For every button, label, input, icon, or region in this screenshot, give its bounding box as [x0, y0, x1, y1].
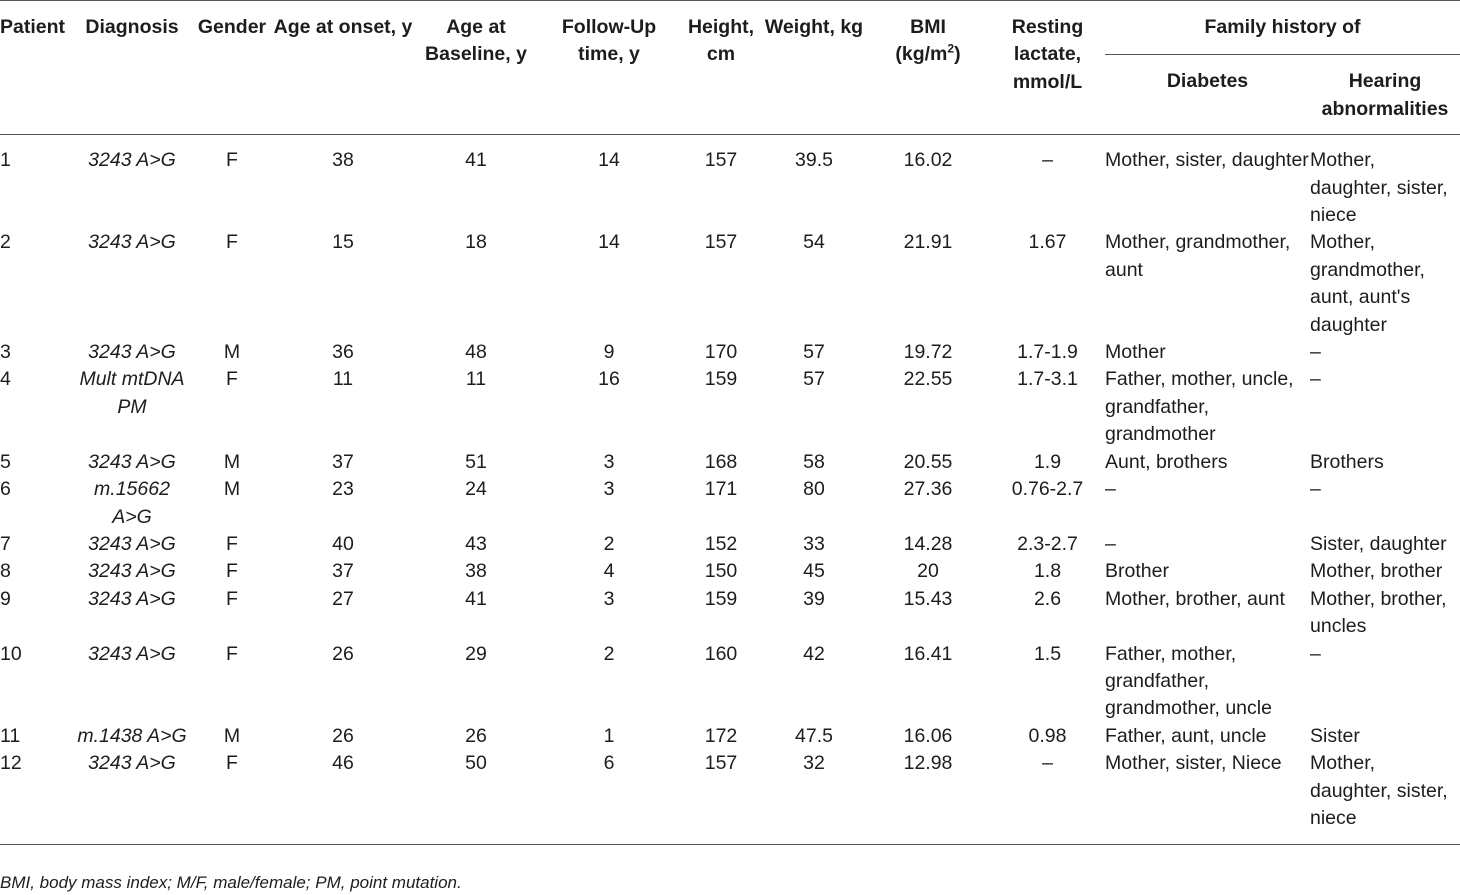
cell-hearing: Sister, daughter	[1310, 532, 1447, 555]
cell-diabetes: Aunt, brothers	[1105, 450, 1228, 473]
cell-weight: 33	[803, 532, 825, 555]
cell-height: 172	[704, 724, 738, 747]
table-row	[0, 476, 1460, 531]
header-diabetes: Diabetes	[1105, 55, 1310, 135]
cell-lactate: 2.6	[1033, 587, 1062, 610]
table-row	[0, 558, 1460, 585]
header-age-baseline: Age at Baseline, y	[425, 16, 527, 66]
cell-gender: F	[226, 368, 238, 391]
header-gender: Gender	[197, 16, 267, 38]
cell-follow-up: 16	[598, 368, 620, 391]
header-height: Height, cm	[687, 16, 755, 66]
cell-diagnosis: 3243 A>G	[88, 560, 176, 583]
cell-bmi: 21.91	[903, 231, 953, 254]
cell-follow-up: 3	[603, 478, 615, 501]
cell-follow-up: 6	[603, 752, 615, 775]
cell-hearing: –	[1310, 368, 1321, 391]
cell-diabetes: –	[1105, 478, 1116, 501]
cell-age-onset: 11	[332, 368, 354, 391]
table-row	[0, 750, 1460, 845]
cell-weight: 39	[803, 587, 825, 610]
cell-follow-up: 9	[603, 341, 615, 364]
cell-hearing: Mother, brother, uncles	[1310, 587, 1447, 638]
cell-age-baseline: 11	[465, 368, 487, 391]
cell-bmi: 16.02	[903, 149, 953, 172]
table-row	[0, 339, 1460, 366]
cell-bmi: 16.06	[903, 724, 953, 747]
cell-diagnosis: 3243 A>G	[88, 752, 176, 775]
cell-diabetes: Mother, sister, daughter	[1105, 149, 1309, 172]
cell-gender: F	[226, 642, 238, 665]
header-weight: Weight, kg	[764, 16, 864, 38]
cell-age-baseline: 18	[465, 231, 487, 254]
cell-weight: 42	[803, 642, 825, 665]
header-family-history: Family history of	[1204, 16, 1361, 38]
cell-weight: 58	[803, 450, 825, 473]
cell-follow-up: 14	[598, 231, 620, 254]
cell-bmi: 20	[917, 560, 939, 583]
cell-hearing: Mother, grandmother, aunt, aunt's daughter	[1310, 231, 1425, 336]
cell-diagnosis: m.1438 A>G	[77, 724, 187, 747]
cell-patient: 11	[0, 724, 21, 747]
cell-patient: 7	[0, 532, 11, 555]
header-age-onset: Age at onset, y	[273, 16, 413, 38]
cell-diagnosis: 3243 A>G	[88, 642, 176, 665]
cell-height: 152	[704, 532, 738, 555]
cell-patient: 2	[0, 231, 11, 254]
cell-age-onset: 40	[332, 532, 354, 555]
cell-age-onset: 26	[332, 724, 354, 747]
header-bmi-label: BMI	[910, 16, 946, 38]
cell-patient: 10	[0, 642, 22, 665]
cell-lactate: 1.7-3.1	[1017, 368, 1078, 391]
cell-patient: 5	[0, 450, 11, 473]
cell-diagnosis: 3243 A>G	[88, 149, 176, 172]
cell-age-onset: 37	[332, 450, 354, 473]
cell-age-onset: 26	[332, 642, 354, 665]
cell-gender: F	[226, 587, 238, 610]
cell-lactate: 0.76-2.7	[1011, 478, 1084, 501]
cell-age-onset: 36	[332, 341, 354, 364]
cell-lactate: 1.67	[1028, 231, 1067, 254]
cell-hearing: Mother, daughter, sister, niece	[1310, 752, 1448, 829]
cell-patient: 4	[0, 368, 11, 391]
header-diagnosis: Diagnosis	[85, 16, 179, 38]
cell-diagnosis: Mult mtDNA PM	[79, 368, 185, 418]
cell-diabetes: Mother, grandmother, aunt	[1105, 231, 1291, 281]
cell-lactate: 1.5	[1033, 642, 1062, 665]
cell-lactate: 2.3-2.7	[1017, 532, 1078, 555]
cell-diabetes: Father, mother, uncle, grandfather, grandmother	[1105, 368, 1294, 446]
cell-diabetes: Mother	[1105, 341, 1166, 364]
header-hearing: Hearing abnormalities	[1310, 55, 1460, 135]
cell-age-onset: 23	[332, 478, 354, 501]
cell-hearing: –	[1310, 341, 1321, 364]
cell-height: 150	[704, 560, 738, 583]
cell-patient: 3	[0, 341, 11, 364]
cell-hearing: –	[1310, 642, 1321, 665]
table-row	[0, 723, 1460, 750]
cell-weight: 39.5	[795, 149, 833, 172]
cell-gender: F	[226, 532, 238, 555]
cell-weight: 80	[803, 478, 825, 501]
cell-lactate: 1.9	[1033, 450, 1062, 473]
cell-diabetes: Mother, brother, aunt	[1105, 587, 1285, 610]
cell-diabetes: –	[1105, 532, 1116, 555]
cell-age-onset: 15	[332, 231, 354, 254]
cell-bmi: 22.55	[903, 368, 953, 391]
cell-height: 168	[704, 450, 738, 473]
cell-diagnosis: 3243 A>G	[88, 587, 176, 610]
cell-diagnosis: 3243 A>G	[88, 532, 176, 555]
cell-height: 159	[704, 587, 738, 610]
cell-height: 157	[704, 149, 738, 172]
cell-height: 157	[704, 752, 738, 775]
cell-gender: F	[226, 231, 238, 254]
cell-lactate: 1.8	[1033, 560, 1062, 583]
cell-lactate: –	[1042, 149, 1053, 172]
table-header	[0, 1, 1460, 135]
cell-gender: M	[223, 341, 241, 364]
cell-hearing: Brothers	[1310, 450, 1384, 473]
cell-bmi: 14.28	[903, 532, 953, 555]
cell-diagnosis: m.15662 A>G	[94, 478, 170, 528]
cell-patient: 8	[0, 560, 11, 583]
cell-patient: 9	[0, 587, 11, 610]
table-row	[0, 586, 1460, 641]
cell-bmi: 27.36	[903, 478, 953, 501]
table-footnote: BMI, body mass index; M/F, male/female; PM, point mutation.	[0, 873, 462, 892]
cell-age-baseline: 48	[465, 341, 487, 364]
cell-patient: 6	[0, 478, 11, 501]
cell-hearing: Mother, brother	[1310, 560, 1443, 583]
cell-diabetes: Father, aunt, uncle	[1105, 724, 1267, 747]
cell-diagnosis: 3243 A>G	[88, 341, 176, 364]
cell-bmi: 16.41	[903, 642, 953, 665]
cell-height: 160	[704, 642, 738, 665]
cell-weight: 54	[803, 231, 825, 254]
cell-height: 170	[704, 341, 738, 364]
cell-gender: M	[223, 724, 241, 747]
table-row	[0, 531, 1460, 558]
header-bmi-unit: $(kg/m^2)$	[895, 41, 961, 66]
cell-age-onset: 27	[332, 587, 354, 610]
cell-follow-up: 2	[603, 532, 615, 555]
header-lactate: Resting lactate, mmol/L	[1011, 16, 1084, 93]
cell-weight: 32	[803, 752, 825, 775]
cell-diagnosis: 3243 A>G	[88, 231, 176, 254]
cell-hearing: Mother, daughter, sister, niece	[1310, 149, 1448, 227]
cell-age-baseline: 41	[465, 149, 487, 172]
cell-weight: 47.5	[795, 724, 833, 747]
cell-age-baseline: 26	[465, 724, 487, 747]
cell-diabetes: Father, mother, grandfather, grandmother, uncle	[1105, 642, 1272, 720]
cell-age-baseline: 43	[465, 532, 487, 555]
cell-diagnosis: 3243 A>G	[88, 450, 176, 473]
cell-height: 157	[704, 231, 738, 254]
table-body	[0, 135, 1460, 845]
cell-lactate: 1.7-1.9	[1017, 341, 1078, 364]
table-row	[0, 229, 1460, 339]
cell-weight: 57	[803, 341, 825, 364]
cell-patient: 1	[0, 149, 11, 172]
header-patient: Patient	[0, 16, 66, 38]
cell-age-baseline: 50	[465, 752, 487, 775]
cell-follow-up: 1	[603, 724, 615, 747]
cell-age-baseline: 51	[465, 450, 487, 473]
cell-follow-up: 4	[603, 560, 615, 583]
table-row	[0, 641, 1460, 723]
header-bmi	[866, 1, 990, 135]
cell-follow-up: 2	[603, 642, 615, 665]
cell-age-onset: 46	[332, 752, 354, 775]
table-row	[0, 135, 1460, 230]
cell-weight: 57	[803, 368, 825, 391]
cell-follow-up: 3	[603, 587, 615, 610]
cell-bmi: 15.43	[903, 587, 953, 610]
cell-hearing: Sister	[1310, 724, 1360, 747]
cell-gender: F	[226, 149, 238, 172]
cell-lactate: –	[1042, 752, 1053, 775]
cell-age-baseline: 38	[465, 560, 487, 583]
header-follow-up: Follow-Up time, y	[561, 16, 657, 66]
cell-follow-up: 14	[598, 149, 620, 172]
cell-height: 171	[704, 478, 738, 501]
cell-gender: F	[226, 560, 238, 583]
table-row	[0, 366, 1460, 448]
cell-gender: M	[223, 478, 241, 501]
cell-age-onset: 38	[332, 149, 354, 172]
cell-diabetes: Brother	[1105, 560, 1169, 583]
cell-bmi: 12.98	[903, 752, 953, 775]
cell-diabetes: Mother, sister, Niece	[1105, 752, 1282, 775]
table-row	[0, 449, 1460, 476]
cell-bmi: 19.72	[903, 341, 953, 364]
cell-weight: 45	[803, 560, 825, 583]
cell-height: 159	[704, 368, 738, 391]
cell-hearing: –	[1310, 478, 1321, 501]
cell-patient: 12	[0, 752, 22, 775]
cell-gender: M	[223, 450, 241, 473]
cell-lactate: 0.98	[1028, 724, 1067, 747]
cell-age-baseline: 29	[465, 642, 487, 665]
cell-age-baseline: 24	[465, 478, 487, 501]
cell-bmi: 20.55	[903, 450, 953, 473]
cell-gender: F	[226, 752, 238, 775]
cell-age-onset: 37	[332, 560, 354, 583]
cell-age-baseline: 41	[465, 587, 487, 610]
cell-follow-up: 3	[603, 450, 615, 473]
